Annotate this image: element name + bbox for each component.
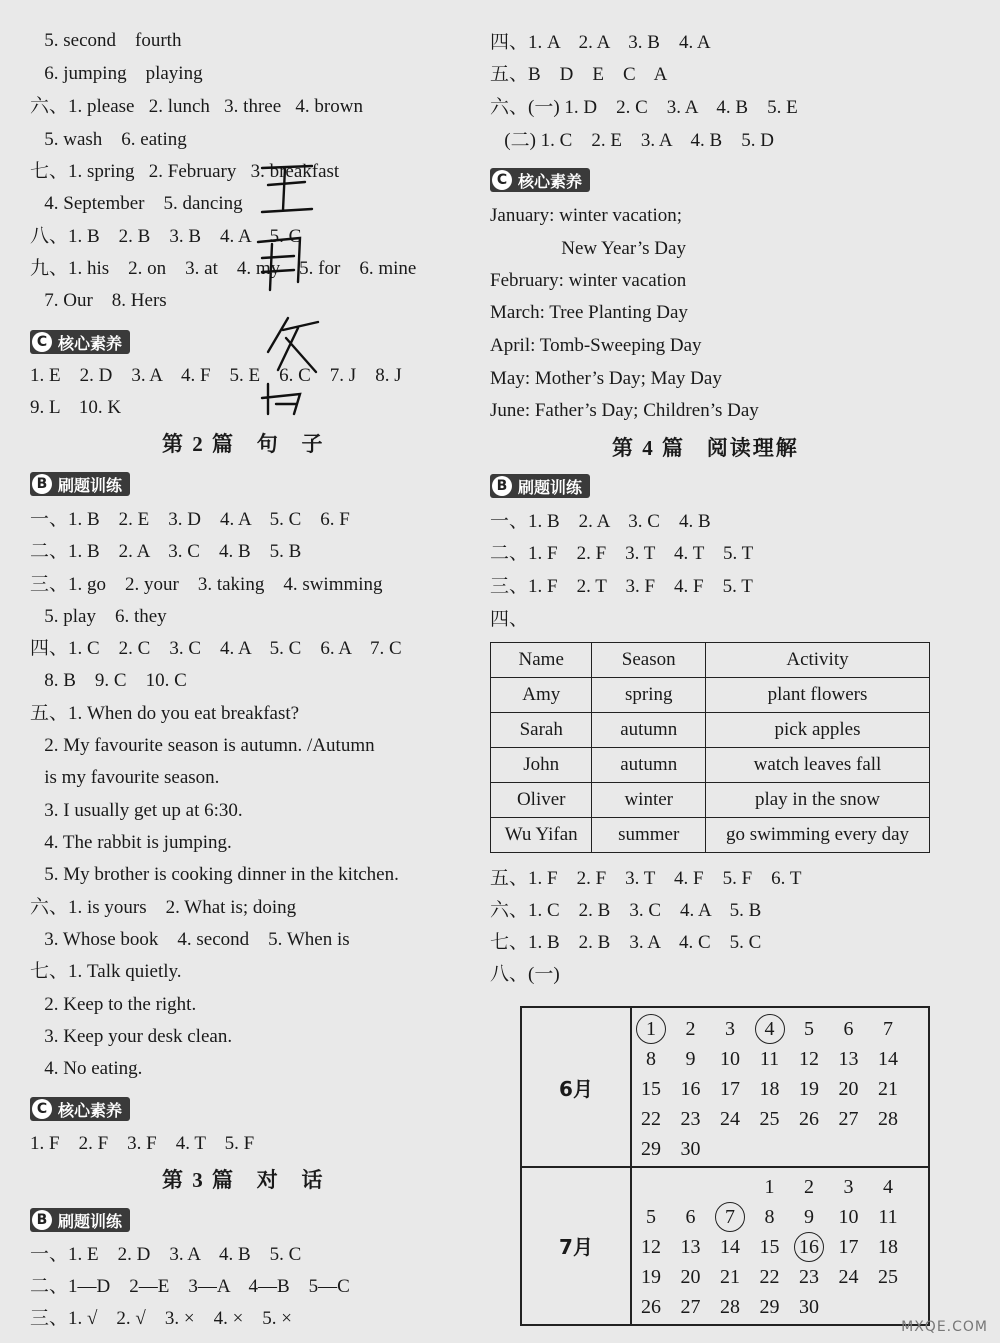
table-header-cell: Season bbox=[592, 643, 706, 678]
answer-line: 六、1. C 2. B 3. C 4. A 5. B bbox=[490, 900, 762, 921]
calendar-day: 30 bbox=[680, 1138, 701, 1160]
table-header-cell: Activity bbox=[705, 643, 929, 678]
calendar-month-july bbox=[522, 1166, 928, 1324]
answer-line: 1. F 2. F 3. F 4. T 5. F bbox=[30, 1133, 255, 1154]
table-cell: autumn bbox=[592, 748, 706, 783]
answer-line: 八、1. B 2. B 3. B 4. A 5. C bbox=[30, 226, 302, 247]
answer-line: March: Tree Planting Day bbox=[490, 302, 688, 323]
calendar-day: 16 bbox=[680, 1078, 701, 1100]
calendar-day: 14 bbox=[720, 1236, 740, 1258]
calendar-day: 8 bbox=[646, 1048, 656, 1070]
table-cell: autumn bbox=[592, 713, 706, 748]
calendar-day: 12 bbox=[641, 1236, 661, 1258]
section-badge bbox=[30, 1097, 130, 1121]
calendar-month-label: 6月 bbox=[522, 1008, 632, 1166]
calendar-day: 27 bbox=[680, 1296, 701, 1318]
calendar-day: 11 bbox=[878, 1206, 898, 1228]
calendar-day: 12 bbox=[799, 1048, 819, 1070]
answer-line: 一、1. B 2. E 3. D 4. A 5. C 6. F bbox=[30, 509, 350, 530]
calendar-day: 22 bbox=[641, 1108, 661, 1130]
section-badge bbox=[30, 472, 130, 496]
calendar-day: 19 bbox=[641, 1266, 661, 1288]
calendar-day: 9 bbox=[685, 1048, 696, 1070]
answer-line: 二、1. B 2. A 3. C 4. B 5. B bbox=[30, 541, 302, 562]
calendar-day: 13 bbox=[680, 1236, 701, 1258]
answer-line: 2. My favourite season is autumn. /Autumn bbox=[30, 735, 375, 756]
table-cell: watch leaves fall bbox=[705, 748, 929, 783]
table-cell: Amy bbox=[491, 678, 592, 713]
calendar-day: 21 bbox=[878, 1078, 898, 1100]
calendar-day-circled: 1 bbox=[636, 1014, 666, 1044]
table-header-cell: Name bbox=[491, 643, 592, 678]
section-heading: 第 2 篇 句 子 bbox=[162, 432, 325, 456]
calendar-day: 18 bbox=[759, 1078, 780, 1100]
badge-label: 刷题训练 bbox=[58, 1211, 123, 1231]
calendar-day: 2 bbox=[685, 1018, 696, 1040]
badge-label: 核心素养 bbox=[58, 1100, 123, 1120]
calendar-month-label: 7月 bbox=[522, 1166, 632, 1324]
watermark-text: MXQE.COM bbox=[901, 1319, 988, 1335]
calendar-day: 6 bbox=[843, 1018, 854, 1040]
answer-line: 5. second fourth bbox=[30, 30, 182, 51]
section-badge bbox=[30, 330, 130, 354]
calendar-day: 17 bbox=[720, 1078, 740, 1100]
calendar-day: 23 bbox=[680, 1108, 701, 1130]
table-cell: Oliver bbox=[491, 783, 592, 818]
calendar-day: 29 bbox=[759, 1296, 780, 1318]
table-cell: plant flowers bbox=[705, 678, 929, 713]
answer-line: 一、1. E 2. D 3. A 4. B 5. C bbox=[30, 1244, 302, 1265]
answer-line: 七、1. spring 2. February 3. breakfast bbox=[30, 161, 340, 182]
table-cell: play in the snow bbox=[705, 783, 929, 818]
calendar-day: 15 bbox=[641, 1078, 661, 1100]
calendar-day: 25 bbox=[878, 1266, 898, 1288]
section-badge bbox=[490, 474, 590, 498]
table-row bbox=[491, 713, 930, 748]
calendar-day: 22 bbox=[759, 1266, 780, 1288]
table-row bbox=[491, 783, 930, 818]
table-cell: winter bbox=[592, 783, 706, 818]
calendar-day-circled: 16 bbox=[794, 1232, 824, 1262]
answer-line: 六、(一) 1. D 2. C 3. A 4. B 5. E bbox=[490, 97, 798, 118]
section-heading: 第 4 篇 阅读理解 bbox=[612, 436, 799, 460]
calendar-day: 19 bbox=[799, 1078, 819, 1100]
answer-line: New Year’s Day bbox=[490, 238, 686, 259]
answer-line: 5. My brother is cooking dinner in the kitchen. bbox=[30, 864, 399, 885]
calendar-day: 14 bbox=[878, 1048, 898, 1070]
calendar-day: 3 bbox=[725, 1018, 735, 1040]
calendar-day: 24 bbox=[720, 1108, 740, 1130]
calendar-day: 10 bbox=[838, 1206, 859, 1228]
calendar-day: 4 bbox=[883, 1176, 893, 1198]
badge-letter: B bbox=[492, 476, 512, 496]
section-badge bbox=[30, 1208, 130, 1232]
table-cell: John bbox=[491, 748, 592, 783]
badge-letter: B bbox=[32, 474, 52, 494]
table-cell: summer bbox=[592, 818, 706, 853]
answer-line: 五、1. When do you eat breakfast? bbox=[30, 703, 300, 724]
answer-line: April: Tomb-Sweeping Day bbox=[490, 335, 702, 356]
badge-label: 刷题训练 bbox=[58, 475, 123, 495]
calendar-day: 9 bbox=[804, 1206, 814, 1228]
answer-line: 五、B D E C A bbox=[490, 64, 668, 85]
answer-line: June: Father’s Day; Children’s Day bbox=[490, 400, 759, 421]
section-heading: 第 3 篇 对 话 bbox=[162, 1168, 325, 1192]
calendar-day: 5 bbox=[646, 1206, 656, 1228]
badge-letter: C bbox=[32, 1099, 52, 1119]
calendar-day: 6 bbox=[685, 1206, 696, 1228]
answer-line: 5. play 6. they bbox=[30, 606, 167, 627]
answer-line: 7. Our 8. Hers bbox=[30, 290, 167, 311]
answer-line: 8. B 9. C 10. C bbox=[30, 670, 187, 691]
section-badge bbox=[490, 168, 590, 192]
answer-line: 四、 bbox=[490, 609, 529, 630]
calendar-day: 18 bbox=[878, 1236, 898, 1258]
table-cell: spring bbox=[592, 678, 706, 713]
badge-label: 核心素养 bbox=[58, 333, 123, 353]
table-row bbox=[491, 678, 930, 713]
calendar-day: 30 bbox=[799, 1296, 819, 1318]
answer-line: 二、1. F 2. F 3. T 4. T 5. T bbox=[490, 543, 754, 564]
calendar-day: 3 bbox=[843, 1176, 854, 1198]
calendar-day: 5 bbox=[804, 1018, 814, 1040]
calendar-day: 10 bbox=[720, 1048, 740, 1070]
calendar-day-circled: 7 bbox=[715, 1202, 745, 1232]
answer-line: 三、1. √ 2. √ 3. × 4. × 5. × bbox=[30, 1308, 293, 1329]
calendar-day: 20 bbox=[680, 1266, 701, 1288]
answer-line: 二、1—D 2—E 3—A 4—B 5—C bbox=[30, 1276, 350, 1297]
answer-line: 6. jumping playing bbox=[30, 63, 203, 84]
answer-line: 六、1. is yours 2. What is; doing bbox=[30, 897, 297, 918]
answer-line: 4. The rabbit is jumping. bbox=[30, 832, 232, 853]
answer-line: 七、1. Talk quietly. bbox=[30, 961, 182, 982]
badge-label: 核心素养 bbox=[518, 171, 583, 191]
calendar-day: 17 bbox=[838, 1236, 859, 1258]
answer-line: 八、(一) bbox=[490, 964, 560, 985]
calendar-day: 7 bbox=[883, 1018, 893, 1040]
answer-line: 3. Whose book 4. second 5. When is bbox=[30, 929, 350, 950]
calendar-day: 28 bbox=[720, 1296, 740, 1318]
answer-line: 2. Keep to the right. bbox=[30, 994, 197, 1015]
badge-letter: C bbox=[32, 332, 52, 352]
table-cell: Wu Yifan bbox=[491, 818, 592, 853]
answer-line: 9. L 10. K bbox=[30, 397, 122, 418]
answer-line: 一、1. B 2. A 3. C 4. B bbox=[490, 511, 711, 532]
calendar-day: 26 bbox=[799, 1108, 819, 1130]
answer-line: 3. I usually get up at 6:30. bbox=[30, 800, 243, 821]
calendar-day: 15 bbox=[759, 1236, 780, 1258]
calendar bbox=[520, 1006, 930, 1326]
calendar-day: 11 bbox=[759, 1048, 780, 1070]
answer-line: February: winter vacation bbox=[490, 270, 687, 291]
calendar-day: 20 bbox=[838, 1078, 859, 1100]
answer-line: 4. September 5. dancing bbox=[30, 193, 243, 214]
calendar-day: 27 bbox=[838, 1108, 859, 1130]
calendar-day: 1 bbox=[764, 1176, 775, 1198]
table-row bbox=[491, 818, 930, 853]
calendar-day: 24 bbox=[838, 1266, 859, 1288]
answer-line: 三、1. go 2. your 3. taking 4. swimming bbox=[30, 574, 383, 595]
calendar-day: 25 bbox=[759, 1108, 780, 1130]
badge-letter: B bbox=[32, 1210, 52, 1230]
table-cell: pick apples bbox=[705, 713, 929, 748]
answer-line: 七、1. B 2. B 3. A 4. C 5. C bbox=[490, 932, 762, 953]
answer-line: 四、1. A 2. A 3. B 4. A bbox=[490, 32, 711, 53]
table-cell: go swimming every day bbox=[705, 818, 929, 853]
answer-line: 3. Keep your desk clean. bbox=[30, 1026, 233, 1047]
calendar-day: 13 bbox=[838, 1048, 859, 1070]
answer-line: 五、1. F 2. F 3. T 4. F 5. F 6. T bbox=[490, 868, 802, 889]
answer-line: 九、1. his 2. on 3. at 4. my 5. for 6. mine bbox=[30, 258, 417, 279]
calendar-month-june bbox=[522, 1008, 928, 1168]
answer-line: 4. No eating. bbox=[30, 1058, 143, 1079]
calendar-day: 28 bbox=[878, 1108, 898, 1130]
answer-line: 四、1. C 2. C 3. C 4. A 5. C 6. A 7. C bbox=[30, 638, 402, 659]
calendar-day: 8 bbox=[764, 1206, 775, 1228]
answer-line: May: Mother’s Day; May Day bbox=[490, 368, 722, 389]
badge-label: 刷题训练 bbox=[518, 477, 583, 497]
badge-letter: C bbox=[492, 170, 512, 190]
answer-line: 1. E 2. D 3. A 4. F 5. E 6. C 7. J 8. J bbox=[30, 365, 402, 386]
answer-line: January: winter vacation; bbox=[490, 205, 683, 226]
calendar-day-circled: 4 bbox=[755, 1014, 785, 1044]
calendar-day: 21 bbox=[720, 1266, 740, 1288]
calendar-day: 26 bbox=[641, 1296, 661, 1318]
answer-line: (二) 1. C 2. E 3. A 4. B 5. D bbox=[490, 130, 774, 151]
answer-line: 5. wash 6. eating bbox=[30, 129, 187, 150]
activity-table bbox=[490, 642, 930, 853]
table-cell: Sarah bbox=[491, 713, 592, 748]
calendar-day: 23 bbox=[799, 1266, 819, 1288]
answer-line: 六、1. please 2. lunch 3. three 4. brown bbox=[30, 96, 363, 117]
calendar-day: 2 bbox=[804, 1176, 814, 1198]
answer-line: is my favourite season. bbox=[30, 767, 220, 788]
table-row bbox=[491, 748, 930, 783]
table-header-row bbox=[491, 643, 930, 678]
calendar-day: 29 bbox=[641, 1138, 661, 1160]
answer-line: 三、1. F 2. T 3. F 4. F 5. T bbox=[490, 576, 753, 597]
